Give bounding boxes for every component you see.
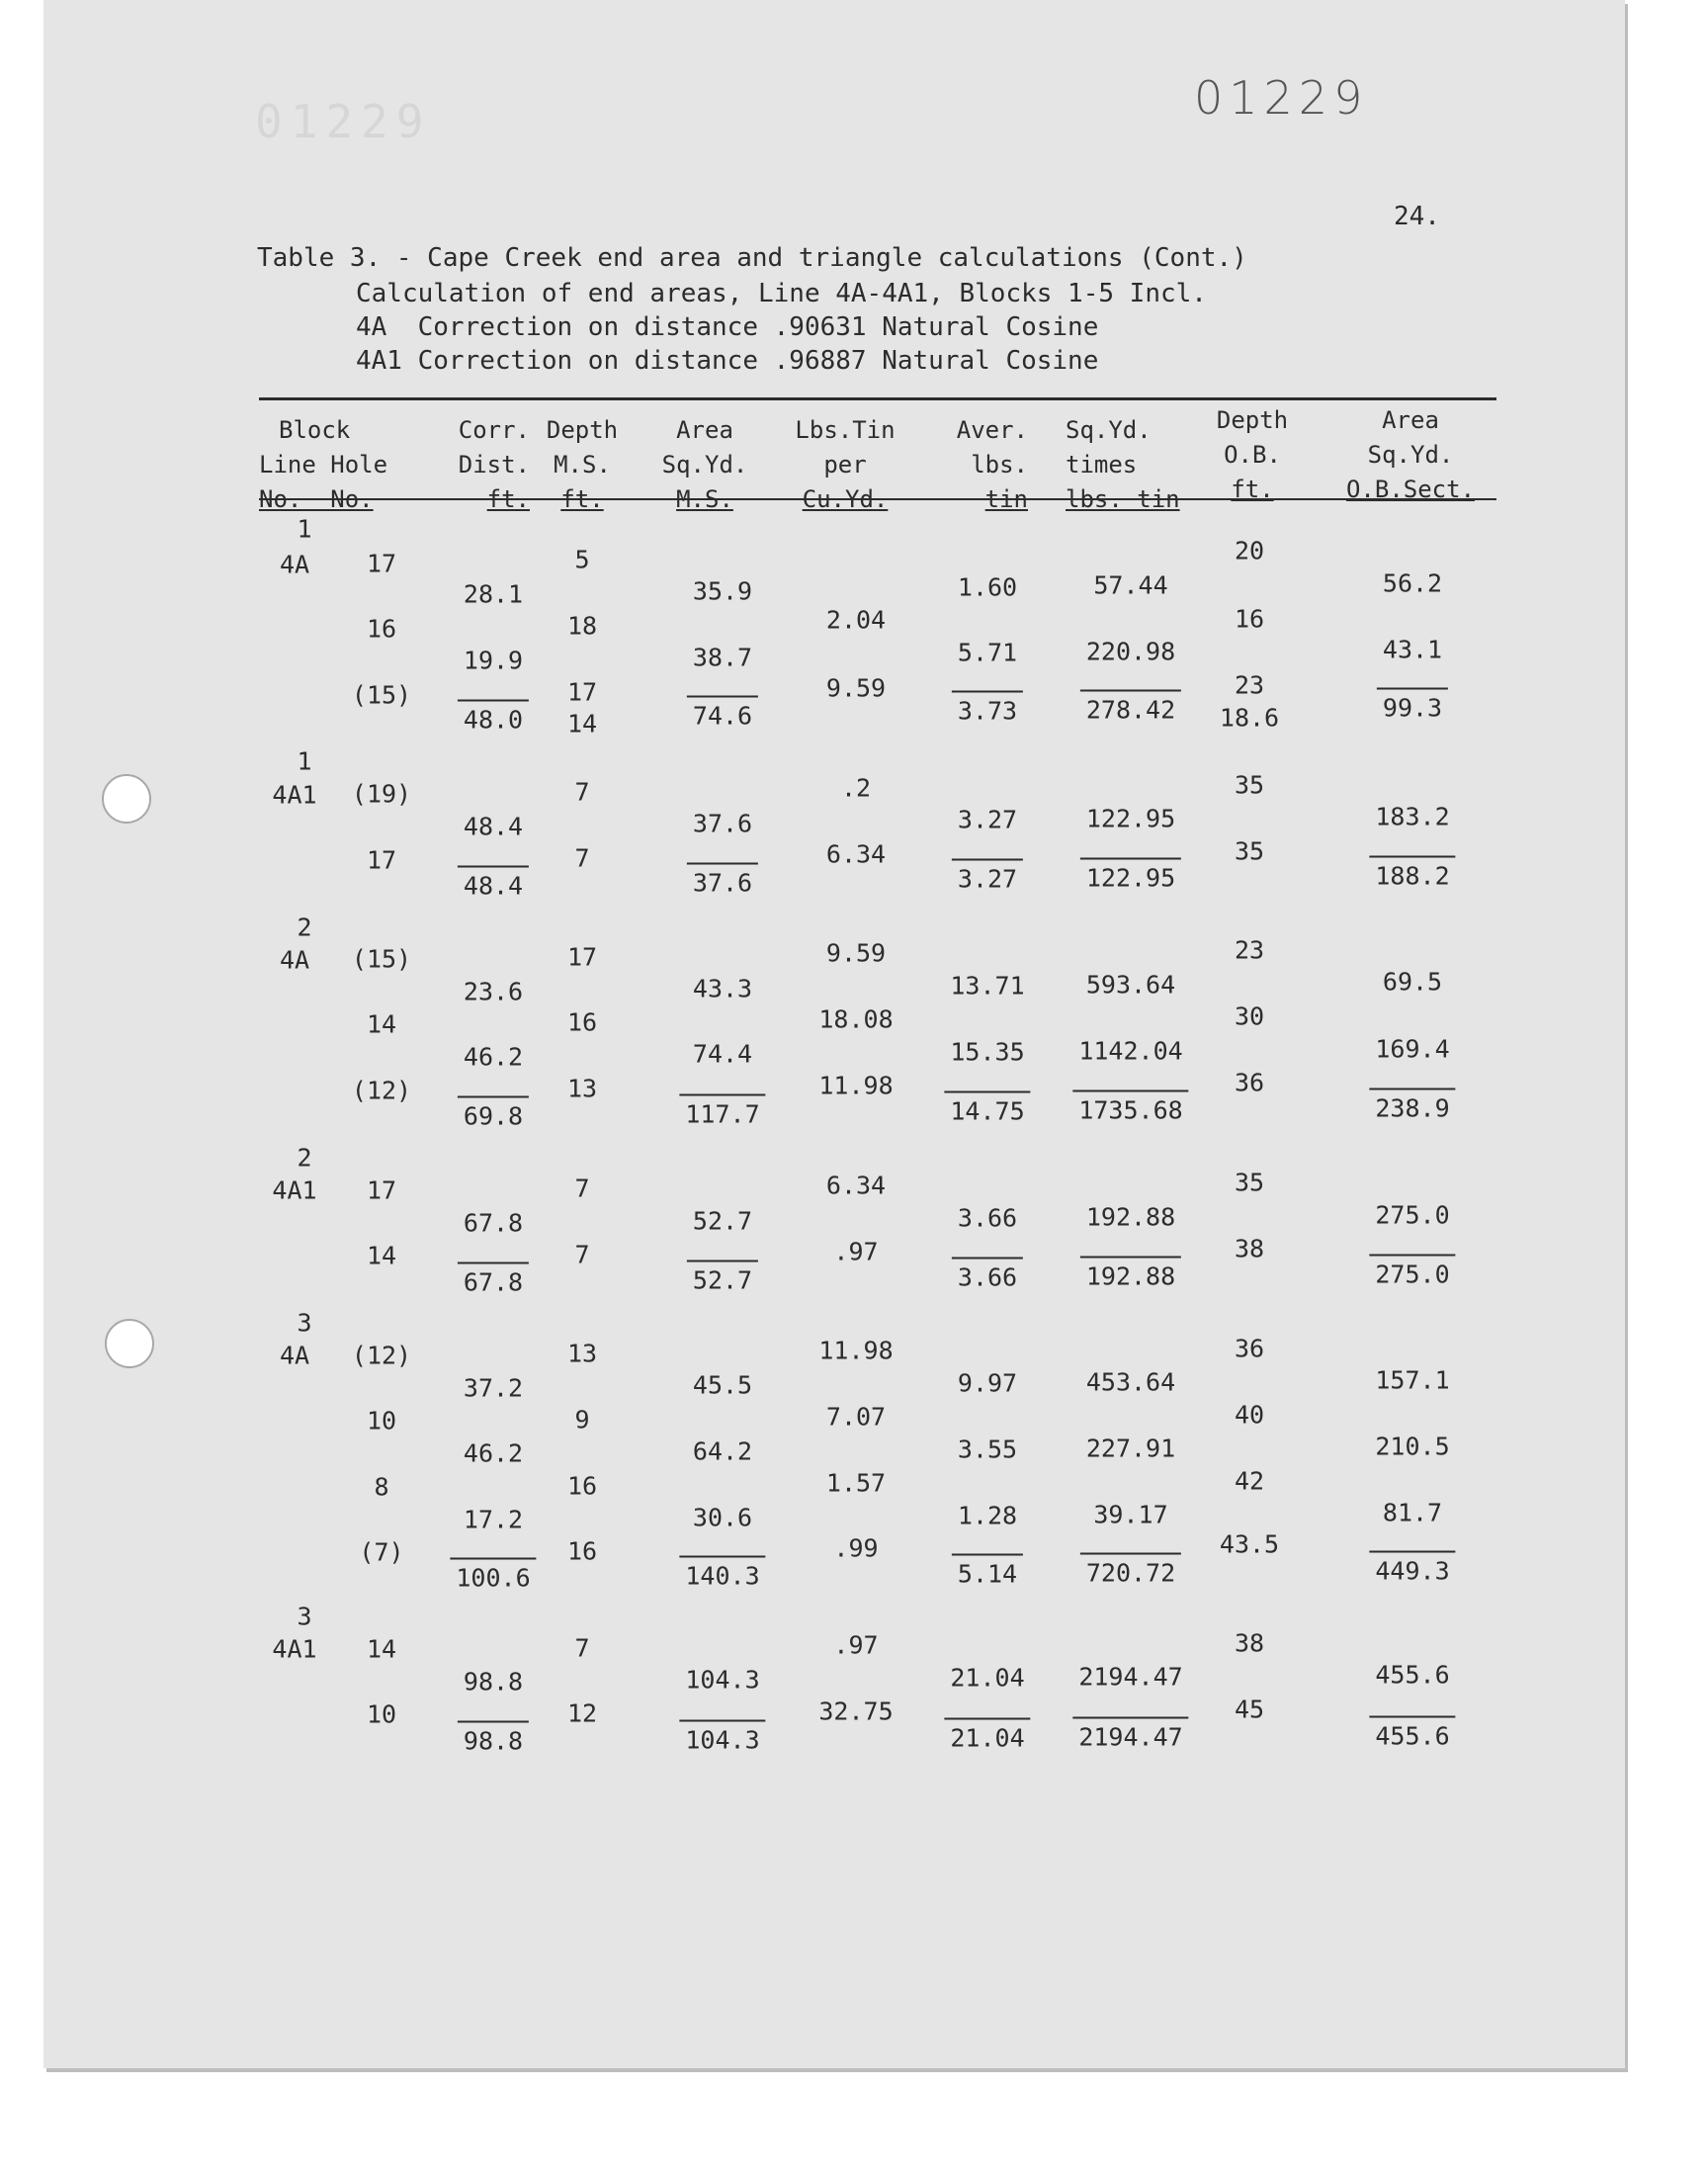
cell-area: 52.7 <box>692 1206 753 1236</box>
header-block-line-hole <box>259 413 417 517</box>
total-corr: 67.8 <box>458 1262 529 1295</box>
total-aob: 449.3 <box>1369 1551 1455 1584</box>
cell-dob: 16 <box>1234 604 1265 634</box>
cell-lbs: 11.98 <box>818 1071 894 1100</box>
cell-aver: 1.60 <box>957 572 1018 602</box>
cell-block: 3 <box>297 1308 312 1338</box>
cell-lbs: 18.08 <box>818 1004 894 1034</box>
cell-aver: 13.71 <box>950 971 1025 1000</box>
cell-block: 1 <box>297 514 312 544</box>
cell-hole: (12) <box>351 1341 412 1370</box>
cell-line: 4A <box>279 945 310 975</box>
total-area: 104.3 <box>679 1720 765 1753</box>
total-sqyd: 2194.47 <box>1072 1717 1188 1750</box>
cell-corr: 19.9 <box>463 646 524 675</box>
total-aver: 5.14 <box>952 1554 1023 1587</box>
cell-aver: 3.66 <box>957 1203 1018 1233</box>
cell-aver: 21.04 <box>950 1663 1025 1693</box>
cell-hole: 10 <box>366 1699 397 1729</box>
cell-hole: 17 <box>366 549 397 578</box>
total-corr: 48.4 <box>458 866 529 899</box>
cell-area: 64.2 <box>692 1436 753 1466</box>
cell-line: 4A1 <box>272 780 317 810</box>
cell-depth: 7 <box>574 1174 590 1203</box>
total-corr: 48.0 <box>458 700 529 733</box>
cell-lbs: 7.07 <box>825 1402 887 1432</box>
cell-hole: (7) <box>359 1537 404 1567</box>
cell-hole: 8 <box>374 1472 389 1502</box>
punch-hole-top <box>102 774 151 824</box>
cell-lbs: .2 <box>840 773 872 803</box>
cell-lbs: 6.34 <box>825 1171 887 1200</box>
total-aver: 3.66 <box>952 1258 1023 1290</box>
cell-depth: 17 <box>566 942 598 972</box>
cell-sqyd: 593.64 <box>1085 970 1176 1000</box>
cell-depth: 7 <box>574 1633 590 1663</box>
cell-dob: 38 <box>1234 1628 1265 1658</box>
cell-area: 45.5 <box>692 1370 753 1400</box>
total-aver: 3.27 <box>952 859 1023 892</box>
cell-dob: 43.5 <box>1219 1529 1280 1559</box>
header-area-ob: Area Sq.Yd. O.B.Sect. <box>1345 406 1476 503</box>
cell-dob: 36 <box>1234 1334 1265 1363</box>
total-aver: 14.75 <box>944 1091 1030 1124</box>
cell-dob: 42 <box>1234 1466 1265 1496</box>
cell-sqyd: 192.88 <box>1085 1202 1176 1232</box>
cell-dob: 23 <box>1234 670 1265 700</box>
cell-hole: (15) <box>351 680 412 710</box>
cell-aob: 157.1 <box>1375 1365 1450 1395</box>
ghost-number: 01229 <box>255 95 432 148</box>
cell-aob: 275.0 <box>1375 1200 1450 1230</box>
header-no: No. No. <box>259 485 374 513</box>
cell-lbs: 32.75 <box>818 1696 894 1726</box>
total-aver: 3.73 <box>952 691 1023 724</box>
cell-area: 74.4 <box>692 1039 753 1069</box>
cell-corr: 37.2 <box>463 1373 524 1403</box>
cell-corr: 67.8 <box>463 1208 524 1238</box>
correction-4a: 4A Correction on distance .90631 Natural Cosine <box>356 312 1099 342</box>
cell-corr: 48.4 <box>463 812 524 841</box>
cell-dob: 20 <box>1234 536 1265 566</box>
cell-aver: 3.55 <box>957 1435 1018 1464</box>
cell-depth: 5 <box>574 545 590 574</box>
cell-lbs: .99 <box>833 1533 879 1563</box>
cell-dob: 38 <box>1234 1234 1265 1263</box>
cell-sqyd: 227.91 <box>1085 1434 1176 1463</box>
cell-hole: (15) <box>351 944 412 974</box>
header-corr-dist: Corr. Dist. ft. <box>458 416 530 513</box>
total-corr: 98.8 <box>458 1721 529 1754</box>
total-area: 52.7 <box>687 1261 758 1293</box>
cell-sqyd: 57.44 <box>1093 570 1168 600</box>
total-sqyd: 278.42 <box>1080 690 1181 723</box>
cell-aob: 210.5 <box>1375 1432 1450 1461</box>
cell-hole: 17 <box>366 1175 397 1205</box>
cell-aver: 5.71 <box>957 638 1018 667</box>
total-area: 74.6 <box>687 696 758 729</box>
cell-lbs: 9.59 <box>825 673 887 703</box>
cell-corr: 98.8 <box>463 1667 524 1696</box>
cell-depth: 13 <box>566 1074 598 1103</box>
cell-aver: 9.97 <box>957 1368 1018 1398</box>
cell-lbs: .97 <box>833 1630 879 1660</box>
cell-depth: 7 <box>574 843 590 873</box>
cell-line: 4A1 <box>272 1175 317 1205</box>
cell-sqyd: 1142.04 <box>1078 1036 1183 1066</box>
cell-area: 30.6 <box>692 1503 753 1532</box>
cell-corr: 23.6 <box>463 977 524 1006</box>
cell-block: 1 <box>297 746 312 776</box>
cell-sqyd: 453.64 <box>1085 1367 1176 1397</box>
cell-block: 3 <box>297 1602 312 1631</box>
total-sqyd: 1735.68 <box>1072 1090 1188 1123</box>
cell-lbs: 9.59 <box>825 938 887 968</box>
total-aob: 188.2 <box>1369 856 1455 889</box>
cell-aver: 15.35 <box>950 1037 1025 1067</box>
stamp-number: 01229 <box>1194 71 1369 125</box>
cell-dob: 30 <box>1234 1001 1265 1031</box>
cell-dob: 35 <box>1234 770 1265 800</box>
cell-area: 35.9 <box>692 576 753 606</box>
cell-aob: 169.4 <box>1375 1034 1450 1064</box>
cell-lbs: 2.04 <box>825 605 887 635</box>
cell-hole: 14 <box>366 1241 397 1270</box>
cell-area: 104.3 <box>685 1665 760 1695</box>
punch-hole-bottom <box>105 1319 154 1368</box>
cell-line: 4A1 <box>272 1634 317 1664</box>
cell-aob: 43.1 <box>1382 635 1443 664</box>
cell-corr: 17.2 <box>463 1505 524 1534</box>
total-aob: 455.6 <box>1369 1716 1455 1749</box>
cell-hole: 10 <box>366 1406 397 1436</box>
cell-aob: 183.2 <box>1375 802 1450 831</box>
total-aob: 275.0 <box>1369 1255 1455 1287</box>
cell-hole: 14 <box>366 1009 397 1039</box>
table-title: Table 3. - Cape Creek end area and triangle calculations (Cont.) <box>257 243 1247 273</box>
total-aob: 99.3 <box>1377 688 1448 721</box>
cell-dob: 23 <box>1234 935 1265 965</box>
cell-corr: 46.2 <box>463 1042 524 1072</box>
cell-sqyd: 2194.47 <box>1078 1662 1183 1692</box>
cell-depth: 9 <box>574 1405 590 1435</box>
total-aob: 238.9 <box>1369 1088 1455 1121</box>
page-number: 24. <box>1394 202 1440 231</box>
correction-4a1: 4A1 Correction on distance .96887 Natural Cosine <box>356 346 1099 376</box>
header-sqyd-times: Sq.Yd. times lbs. tin <box>1066 416 1180 513</box>
cell-depth: 13 <box>566 1339 598 1368</box>
cell-dob: 35 <box>1234 1168 1265 1197</box>
cell-hole: (12) <box>351 1076 412 1105</box>
cell-depth: 16 <box>566 1007 598 1037</box>
total-area: 117.7 <box>679 1094 765 1127</box>
cell-area: 43.3 <box>692 974 753 1003</box>
total-aver: 21.04 <box>944 1718 1030 1751</box>
cell-aob: 455.6 <box>1375 1660 1450 1690</box>
table-top-rule <box>259 397 1496 400</box>
cell-aver: 1.28 <box>957 1501 1018 1530</box>
cell-area: 38.7 <box>692 643 753 672</box>
cell-depth: 16 <box>566 1536 598 1566</box>
cell-corr: 46.2 <box>463 1438 524 1468</box>
cell-depth: 16 <box>566 1471 598 1501</box>
cell-dob: 35 <box>1234 836 1265 866</box>
cell-lbs: .97 <box>833 1237 879 1266</box>
cell-depth: 14 <box>566 709 598 739</box>
cell-aob: 81.7 <box>1382 1498 1443 1527</box>
cell-lbs: 6.34 <box>825 839 887 869</box>
cell-lbs: 1.57 <box>825 1468 887 1498</box>
cell-hole: (19) <box>351 779 412 809</box>
cell-line: 4A <box>279 550 310 579</box>
total-sqyd: 192.88 <box>1080 1257 1181 1289</box>
header-block: Block <box>279 416 351 444</box>
total-area: 140.3 <box>679 1556 765 1589</box>
cell-line: 4A <box>279 1341 310 1370</box>
cell-depth: 7 <box>574 777 590 807</box>
total-sqyd: 122.95 <box>1080 858 1181 891</box>
cell-depth: 18 <box>566 611 598 641</box>
cell-lbs: 11.98 <box>818 1336 894 1365</box>
cell-dob: 40 <box>1234 1400 1265 1430</box>
cell-area: 37.6 <box>692 809 753 838</box>
total-corr: 100.6 <box>450 1558 536 1591</box>
cell-hole: 14 <box>366 1634 397 1664</box>
header-line-hole: Line Hole <box>259 451 388 478</box>
cell-depth: 17 <box>566 677 598 707</box>
header-aver-lbs: Aver. lbs. tin <box>956 416 1028 513</box>
header-area-ms: Area Sq.Yd. M.S. <box>661 416 748 513</box>
cell-depth: 7 <box>574 1240 590 1269</box>
total-sqyd: 720.72 <box>1080 1553 1181 1586</box>
cell-depth: 12 <box>566 1698 598 1728</box>
cell-corr: 28.1 <box>463 579 524 609</box>
cell-dob: 18.6 <box>1219 703 1280 733</box>
cell-dob: 45 <box>1234 1695 1265 1724</box>
header-depth-ms: Depth M.S. ft. <box>546 416 619 513</box>
cell-block: 2 <box>297 1143 312 1173</box>
cell-aob: 56.2 <box>1382 568 1443 598</box>
cell-hole: 16 <box>366 614 397 644</box>
cell-aob: 69.5 <box>1382 967 1443 997</box>
cell-sqyd: 220.98 <box>1085 637 1176 666</box>
cell-hole: 17 <box>366 845 397 875</box>
cell-sqyd: 39.17 <box>1093 1500 1168 1529</box>
cell-block: 2 <box>297 913 312 942</box>
header-lbs-tin: Lbs.Tin per Cu.Yd. <box>795 416 896 513</box>
cell-sqyd: 122.95 <box>1085 804 1176 833</box>
header-depth-ob: Depth O.B. ft. <box>1216 406 1289 503</box>
cell-aver: 3.27 <box>957 805 1018 834</box>
table-subtitle: Calculation of end areas, Line 4A-4A1, Blocks 1-5 Incl. <box>356 279 1207 308</box>
total-area: 37.6 <box>687 863 758 896</box>
cell-dob: 36 <box>1234 1068 1265 1097</box>
total-corr: 69.8 <box>458 1096 529 1129</box>
